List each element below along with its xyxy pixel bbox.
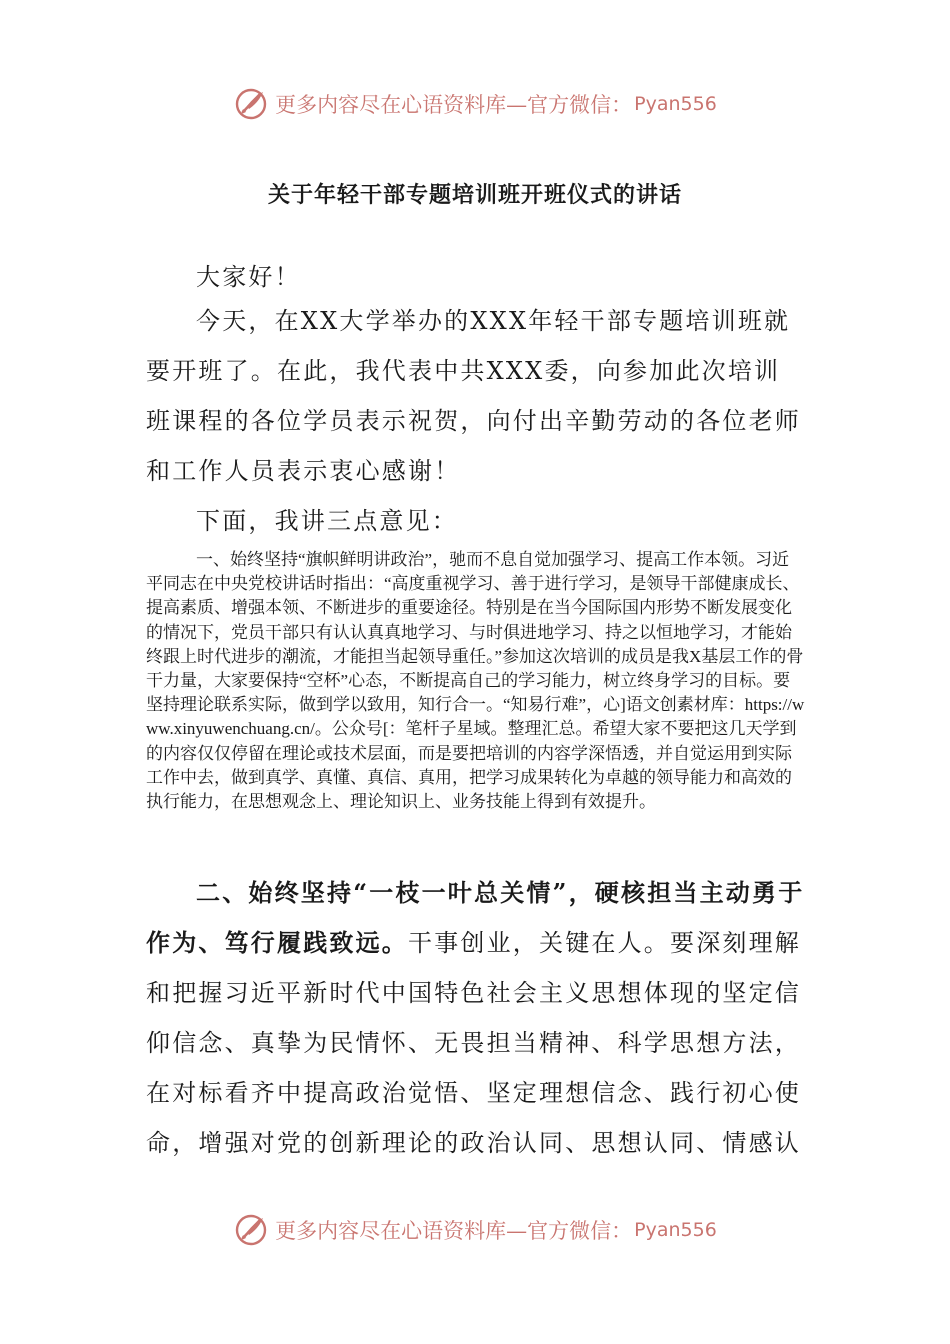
section-two-paragraph bbox=[146, 868, 811, 1168]
quill-logo-icon bbox=[233, 1212, 269, 1248]
quill-logo-icon bbox=[233, 86, 269, 122]
intro-paragraph: 下面，我讲三点意见： bbox=[196, 507, 458, 535]
footer-watermark-banner bbox=[0, 1208, 950, 1252]
banner-wechat-id: Pyan556 bbox=[634, 1219, 717, 1241]
section-two-heading: 二、始终坚持“一枝一叶总关情”，硬核担当主动勇于作为、笃行履践致远。 bbox=[146, 878, 805, 957]
header-watermark-banner bbox=[0, 82, 950, 126]
section-two-body: 干事创业，关键在人。要深刻理解和把握习近平新时代中国特色社会主义思想体现的坚定信仰信念、真挚为民情怀、无畏担当精神、科学思想方法，在对标看齐中提高政治觉悟、坚定理想信念、践行初心使命，增强对党的创新理论的政治认同、思想认同、情感认 bbox=[146, 929, 801, 1157]
banner-wechat-id: Pyan556 bbox=[634, 93, 717, 115]
document-title: 关于年轻干部专题培训班开班仪式的讲话 bbox=[267, 182, 682, 208]
greeting-paragraph: 大家好！ bbox=[196, 263, 301, 291]
section-one-paragraph: 一、始终坚持“旗帜鲜明讲政治”，驰而不息自觉加强学习、提高工作本领。习近平同志在中央党校讲话时指出：“高度重视学习、善于进行学习，是领导干部健康成长、提高素质、增强本领、不断进步的重要途径。特别是在当今国际国内形势不断发展变化的情况下，党员干部只有认认真真地学习、与时俱进地学习、持之以恒地学习，才能始终跟上时代进步的潮流，才能担当起领导重任。”参加这次培训的成员是我X基层工作的骨干力量，大家要保持“空杯”心态，不断提高自己的学习能力，树立终身学习的目标。要坚持理论联系实际，做到学以致用，知行合一。“知易行难”，心]语文创素材库：https://www.xinyuwenchuang.cn/。公众号[：笔杆子星域。整理汇总。希望大家不要把这几天学到的内容仅仅停留在理论或技术层面，而是要把培训的内容学深悟透，并自觉运用到实际工作中去，做到真学、真懂、真信、真用，把学习成果转化为卓越的领导能力和高效的执行能力，在思想观念上、理论知识上、业务技能上得到有效提升。 bbox=[146, 550, 805, 812]
banner-text: 更多内容尽在心语资料库—官方微信： bbox=[275, 93, 633, 117]
opening-paragraph: 今天，在XX大学举办的XXX年轻干部专题培训班就要开班了。在此，我代表中共XXX委，向参加此次培训班课程的各位学员表示祝贺，向付出辛勤劳动的各位老师和工作人员表示衷心感谢！ bbox=[146, 307, 801, 485]
banner-text: 更多内容尽在心语资料库—官方微信： bbox=[275, 1219, 633, 1243]
